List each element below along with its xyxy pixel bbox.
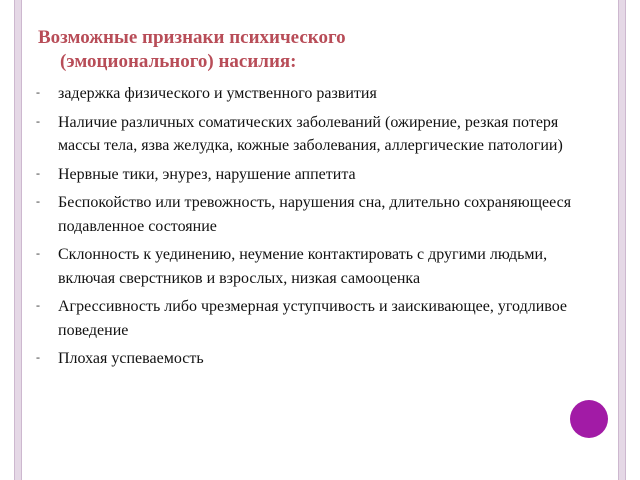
- bullet-marker: -: [36, 298, 40, 312]
- bullet-list: [36, 82, 596, 376]
- list-item: [36, 347, 596, 371]
- title-line-1: Возможные признаки психического: [38, 27, 346, 48]
- bullet-marker: -: [36, 350, 40, 364]
- bullet-marker: -: [36, 194, 40, 208]
- list-item: [36, 191, 596, 238]
- bullet-marker: -: [36, 85, 40, 99]
- slide-title: [38, 26, 598, 74]
- right-border-stripe: [618, 0, 626, 480]
- bullet-marker: -: [36, 165, 40, 180]
- list-item: [36, 295, 596, 342]
- bullet-text: Склонность к уединению, неумение контактировать с другими людьми, включая сверстников и взрослых, низкая самооценка: [58, 246, 548, 287]
- decorative-circle: [570, 400, 608, 438]
- list-item: [36, 111, 596, 158]
- list-item: [36, 163, 596, 187]
- bullet-text: Плохая успеваемость: [58, 350, 204, 367]
- bullet-marker: -: [36, 113, 40, 128]
- list-item: [36, 82, 596, 106]
- list-item: [36, 243, 596, 290]
- bullet-marker: -: [36, 246, 40, 260]
- left-border-stripe: [14, 0, 22, 480]
- bullet-text: Агрессивность либо чрезмерная уступчивость и заискивающее, угодливое поведение: [58, 298, 567, 339]
- bullet-text: Наличие различных соматических заболеваний (ожирение, резкая потеря массы тела, язва желудка, кожные заболевания, аллергические патологии): [58, 113, 563, 154]
- bullet-text: задержка физического и умственного развития: [58, 85, 377, 102]
- bullet-text: Нервные тики, энурез, нарушение аппетита: [58, 165, 356, 183]
- title-line-2: (эмоционального) насилия:: [60, 51, 297, 72]
- bullet-text: Беспокойство или тревожность, нарушения сна, длительно сохраняющееся подавленное состояние: [58, 194, 572, 235]
